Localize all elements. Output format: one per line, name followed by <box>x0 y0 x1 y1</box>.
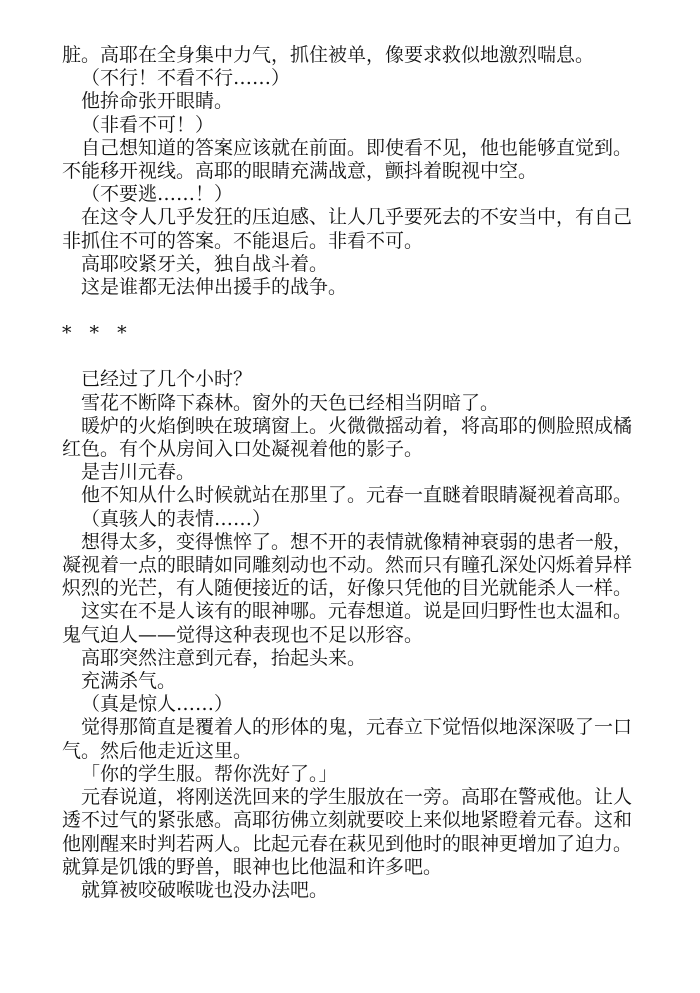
scene-separator: * * * <box>62 322 133 345</box>
paragraph: 这实在不是人该有的眼神哪。元春想道。说是回归野性也太温和。鬼气迫人——觉得这种表现也不足以形容。 <box>62 600 633 646</box>
paragraph: 高耶咬紧牙关，独自战斗着。 <box>81 252 329 275</box>
paragraph: 自己想知道的答案应该就在前面。即使看不见，他也能够直觉到。不能移开视线。高耶的眼睛充满战意，颤抖着睨视中空。 <box>62 136 633 183</box>
paragraph: 雪花不断降下森林。窗外的天色已经相当阴暗了。 <box>81 391 500 414</box>
section-1 <box>62 44 642 299</box>
paragraph: 「你的学生服。帮你洗好了。」 <box>81 762 338 785</box>
paragraph: 这是谁都无法伸出援手的战争。 <box>81 276 348 299</box>
paragraph: 已经过了几个小时？ <box>81 368 253 391</box>
paragraph: 他拚命张开眼睛。 <box>81 90 234 113</box>
paragraph: （真是惊人……） <box>81 693 234 716</box>
paragraph: 觉得那简直是覆着人的形体的鬼，元春立下觉悟似地深深吸了一口气。然后他走近这里。 <box>62 716 633 762</box>
paragraph: 他不知从什么时候就站在那里了。元春一直瞇着眼睛凝视着高耶。 <box>81 484 633 507</box>
paragraph: 高耶突然注意到元春，抬起头来。 <box>81 646 367 669</box>
paragraph: 是吉川元春。 <box>81 461 196 484</box>
paragraph: （不行！不看不行……） <box>81 67 291 90</box>
section-2 <box>62 368 642 902</box>
paragraph: （非看不可！） <box>81 113 215 136</box>
paragraph: 暖炉的火焰倒映在玻璃窗上。火微微摇动着，将高耶的侧脸照成橘红色。有个从房间入口处凝视着他的影子。 <box>62 414 633 461</box>
paragraph: （真骇人的表情……） <box>81 507 272 530</box>
paragraph: 想得太多，变得憔悴了。想不开的表情就像精神衰弱的患者一般，凝视着一点的眼睛如同雕刻动也不动。然而只有瞳孔深处闪烁着异样炽烈的光芒，有人随便接近的话，好像只凭他的目光就能杀人一样。 <box>62 530 633 600</box>
paragraph: 就算被咬破喉咙也没办法吧。 <box>81 878 329 901</box>
paragraph: （不要逃……！） <box>81 183 234 206</box>
paragraph: 元春说道，将刚送洗回来的学生服放在一旁。高耶在警戒他。让人透不过气的紧张感。高耶彷佛立刻就要咬上来似地紧瞪着元春。这和他刚醒来时判若两人。比起元春在萩见到他时的眼神更增加了迫力。就算是饥饿的野兽，眼神也比他温和许多吧。 <box>62 786 633 878</box>
paragraph: 脏。高耶在全身集中力气，抓住被单，像要求救似地激烈喘息。 <box>62 44 595 66</box>
paragraph: 充满杀气。 <box>81 670 177 693</box>
paragraph: 在这令人几乎发狂的压迫感、让人几乎要死去的不安当中，有自己非抓住不可的答案。不能退后。非看不可。 <box>62 206 633 252</box>
